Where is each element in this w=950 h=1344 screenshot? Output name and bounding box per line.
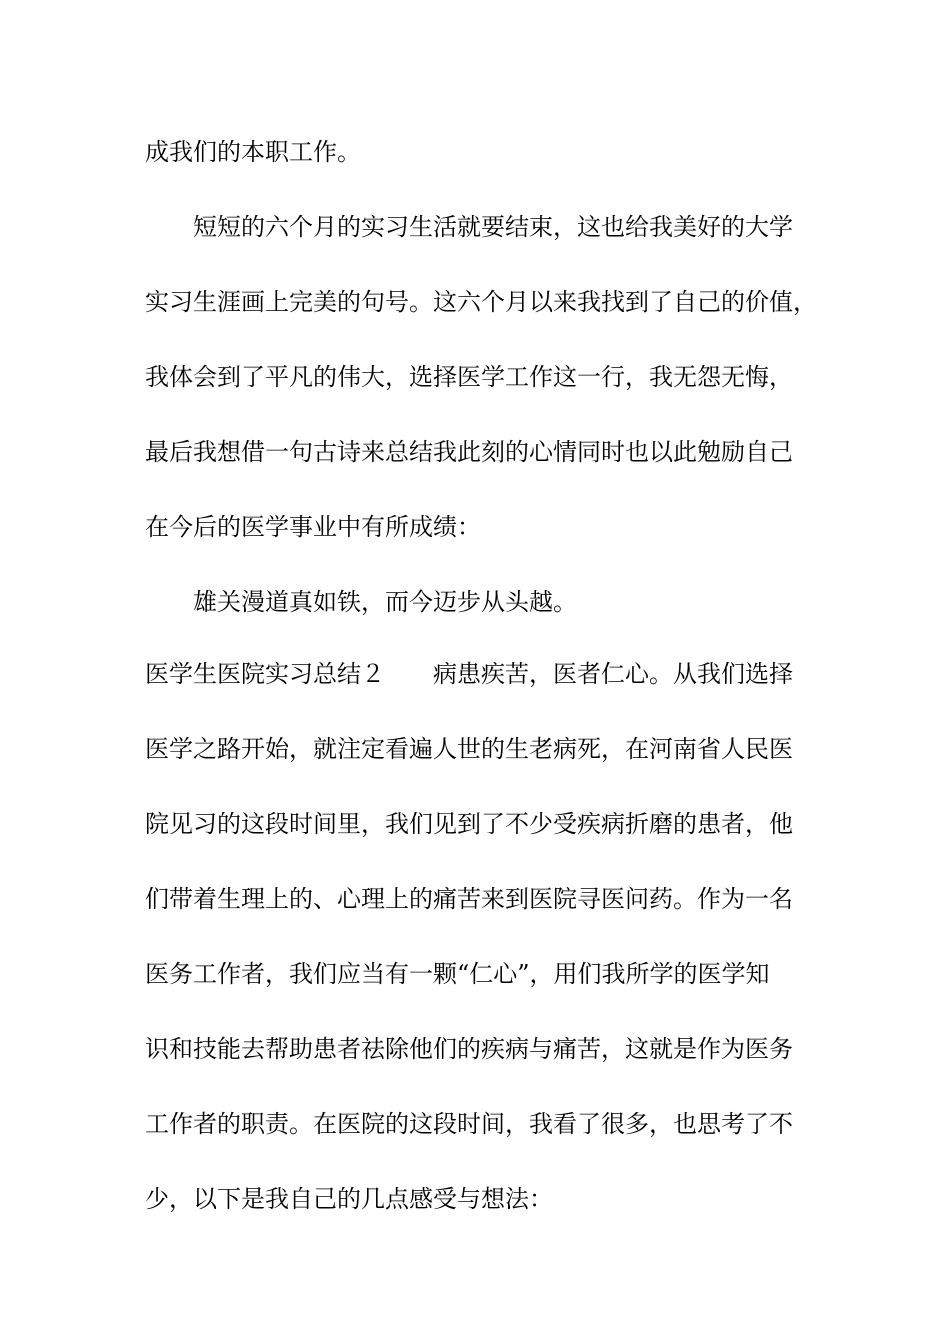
text-line: 雄关漫道真如铁，而今迈步从头越。 xyxy=(193,588,577,616)
text-line: 工作者的职责。在医院的这段时间，我看了很多，也思考了不 xyxy=(145,1110,793,1138)
text-line: 实习生涯画上完美的句号。这六个月以来我找到了自己的价值， xyxy=(145,288,817,316)
text-line: 我体会到了平凡的伟大，选择医学工作这一行，我无怨无悔， xyxy=(145,363,793,391)
text-line: 们带着生理上的、心理上的痛苦来到医院寻医问药。作为一名 xyxy=(145,885,793,913)
text-line: 院见习的这段时间里，我们见到了不少受疾病折磨的患者，他 xyxy=(145,810,793,838)
text-line: 在今后的医学事业中有所成绩： xyxy=(145,513,481,541)
section-heading-line: 医学生医院实习总结２ 病患疾苦，医者仁心。从我们选择 xyxy=(145,660,793,688)
text-line: 成我们的本职工作。 xyxy=(145,138,361,166)
text-line: 识和技能去帮助患者祛除他们的疾病与痛苦，这就是作为医务 xyxy=(145,1035,793,1063)
text-line: 医学之路开始，就注定看遍人世的生老病死，在河南省人民医 xyxy=(145,735,793,763)
text-line: 最后我想借一句古诗来总结我此刻的心情同时也以此勉励自己 xyxy=(145,438,793,466)
text-line: 少，以下是我自己的几点感受与想法： xyxy=(145,1185,553,1213)
text-line: 医务工作者，我们应当有一颗“仁心”，用们我所学的医学知 xyxy=(145,960,770,988)
text-line: 短短的六个月的实习生活就要结束，这也给我美好的大学 xyxy=(193,213,793,241)
